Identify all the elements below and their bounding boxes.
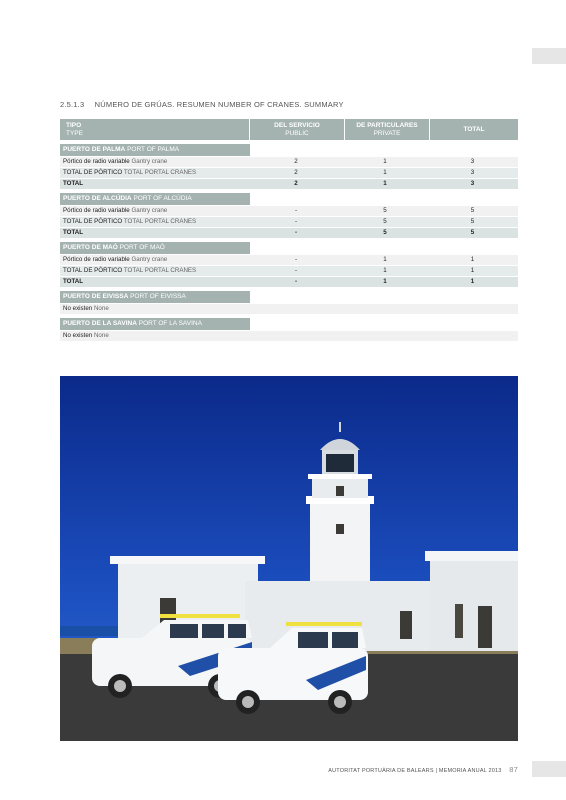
- cell-private: 1: [383, 278, 387, 285]
- row-label: [60, 331, 518, 341]
- cell-public: -: [294, 278, 298, 285]
- row-label: [60, 266, 249, 276]
- cell-private: 1: [383, 267, 387, 274]
- row-label: [60, 217, 249, 227]
- row-label-es: No existen: [63, 332, 93, 339]
- table-row: [60, 179, 518, 189]
- row-label-es: TOTAL DE PÓRTICO: [63, 267, 123, 274]
- table-row: [60, 206, 518, 216]
- cell-public: -: [294, 256, 298, 263]
- row-label-en: TOTAL PORTAL CRANES: [123, 218, 197, 225]
- row-label: [60, 277, 249, 287]
- cranes-summary-table: [60, 119, 518, 341]
- header-public-es: DEL SERVICIO: [274, 121, 320, 129]
- page-footer: [328, 765, 518, 774]
- header-public-en: PUBLIC: [285, 129, 309, 137]
- cell-total: 5: [470, 218, 475, 225]
- row-label-es: TOTAL: [63, 278, 84, 285]
- section-number: 2.5.1.3: [60, 100, 85, 109]
- lighthouse-photo-illustration: [60, 376, 518, 741]
- cell-private: 5: [383, 229, 387, 236]
- table-row: [60, 157, 518, 167]
- port-name-es: PUERTO DE MAÓ: [63, 244, 118, 251]
- cell-total: 3: [470, 158, 475, 165]
- cell-private: 1: [383, 158, 387, 165]
- port-header: [60, 193, 250, 205]
- table-row: [60, 228, 518, 238]
- row-label-es: TOTAL: [63, 229, 84, 236]
- cell-private: 5: [383, 207, 387, 214]
- table-body: [60, 144, 518, 341]
- row-label-es: TOTAL DE PÓRTICO: [63, 169, 123, 176]
- port-name-en: PORT OF MAÓ: [119, 244, 165, 251]
- cell-public: 2: [294, 180, 298, 187]
- cell-total: 1: [470, 267, 475, 274]
- port-header: [60, 291, 250, 303]
- row-label: [60, 179, 249, 189]
- row-label-en: None: [93, 305, 109, 312]
- cell-total: 5: [470, 229, 475, 236]
- port-name-en: PORT OF EIVISSA: [130, 293, 186, 300]
- row-label: [60, 206, 249, 216]
- row-label-en: Gantry crane: [131, 158, 168, 165]
- cell-total: 1: [470, 278, 475, 285]
- table-row: [60, 255, 518, 265]
- cell-total: 3: [470, 180, 475, 187]
- header-total: [429, 119, 518, 140]
- lighthouse-photo: [60, 376, 518, 741]
- section-heading: NÚMERO DE GRÚAS. RESUMEN NUMBER OF CRANES. SUMMARY: [94, 100, 344, 109]
- row-label-es: TOTAL: [63, 180, 84, 187]
- port-name-en: PORT OF ALCÚDIA: [133, 195, 192, 202]
- port-header: [60, 318, 250, 330]
- table-row: [60, 168, 518, 178]
- row-label-es: Pórtico de radio variable: [63, 158, 130, 165]
- cell-public: -: [294, 207, 298, 214]
- footer-report: MEMORIA ANUAL 2013: [438, 768, 502, 774]
- cell-public: 2: [294, 169, 298, 176]
- row-label-es: TOTAL DE PÓRTICO: [63, 218, 123, 225]
- row-label-es: Pórtico de radio variable: [63, 207, 130, 214]
- cell-public: -: [294, 267, 298, 274]
- section-title: [60, 100, 344, 109]
- header-type-es: TIPO: [66, 121, 82, 129]
- row-label-es: No existen: [63, 305, 93, 312]
- table-row: [60, 331, 518, 341]
- header-public: [249, 119, 344, 140]
- cell-private: 1: [383, 169, 387, 176]
- port-name-es: PUERTO DE PALMA: [63, 146, 126, 153]
- header-total-label: TOTAL: [463, 125, 485, 133]
- cell-private: 1: [383, 256, 387, 263]
- header-private-es: DE PARTICULARES: [356, 121, 418, 129]
- port-name-en: PORT OF LA SAVINA: [138, 320, 202, 327]
- table-row: [60, 217, 518, 227]
- row-label-en: Gantry crane: [131, 256, 168, 263]
- cell-public: -: [294, 229, 298, 236]
- port-name-es: PUERTO DE LA SAVINA: [63, 320, 137, 327]
- page-edge-tab: [532, 48, 566, 64]
- port-header: [60, 144, 250, 156]
- footer-separator: |: [435, 768, 438, 774]
- table-row: [60, 277, 518, 287]
- row-label-en: TOTAL PORTAL CRANES: [123, 169, 197, 176]
- row-label: [60, 304, 518, 314]
- cell-total: 5: [470, 207, 475, 214]
- row-label: [60, 228, 249, 238]
- cell-public: 2: [294, 158, 298, 165]
- header-type: [60, 119, 249, 140]
- header-type-en: TYPE: [66, 129, 83, 137]
- row-label-es: Pórtico de radio variable: [63, 256, 130, 263]
- header-private-en: PRIVATE: [373, 129, 401, 137]
- row-label: [60, 157, 249, 167]
- row-label: [60, 255, 249, 265]
- row-label: [60, 168, 249, 178]
- cell-private: 5: [383, 218, 387, 225]
- port-header: [60, 242, 250, 254]
- page-edge-tab-bottom: [532, 761, 566, 777]
- port-name-es: PUERTO DE ALCÚDIA: [63, 195, 132, 202]
- table-row: [60, 304, 518, 314]
- header-private: [344, 119, 429, 140]
- cell-private: 1: [383, 180, 387, 187]
- port-name-en: PORT OF PALMA: [127, 146, 180, 153]
- cell-total: 3: [470, 169, 475, 176]
- port-name-es: PUERTO DE EIVISSA: [63, 293, 129, 300]
- page-number: 87: [509, 765, 518, 774]
- table-header: [60, 119, 518, 140]
- row-label-en: Gantry crane: [131, 207, 168, 214]
- table-row: [60, 266, 518, 276]
- cell-total: 1: [470, 256, 475, 263]
- row-label-en: TOTAL PORTAL CRANES: [123, 267, 197, 274]
- row-label-en: None: [93, 332, 109, 339]
- footer-org: AUTORITAT PORTUÀRIA DE BALEARS: [328, 768, 434, 774]
- cell-public: -: [294, 218, 298, 225]
